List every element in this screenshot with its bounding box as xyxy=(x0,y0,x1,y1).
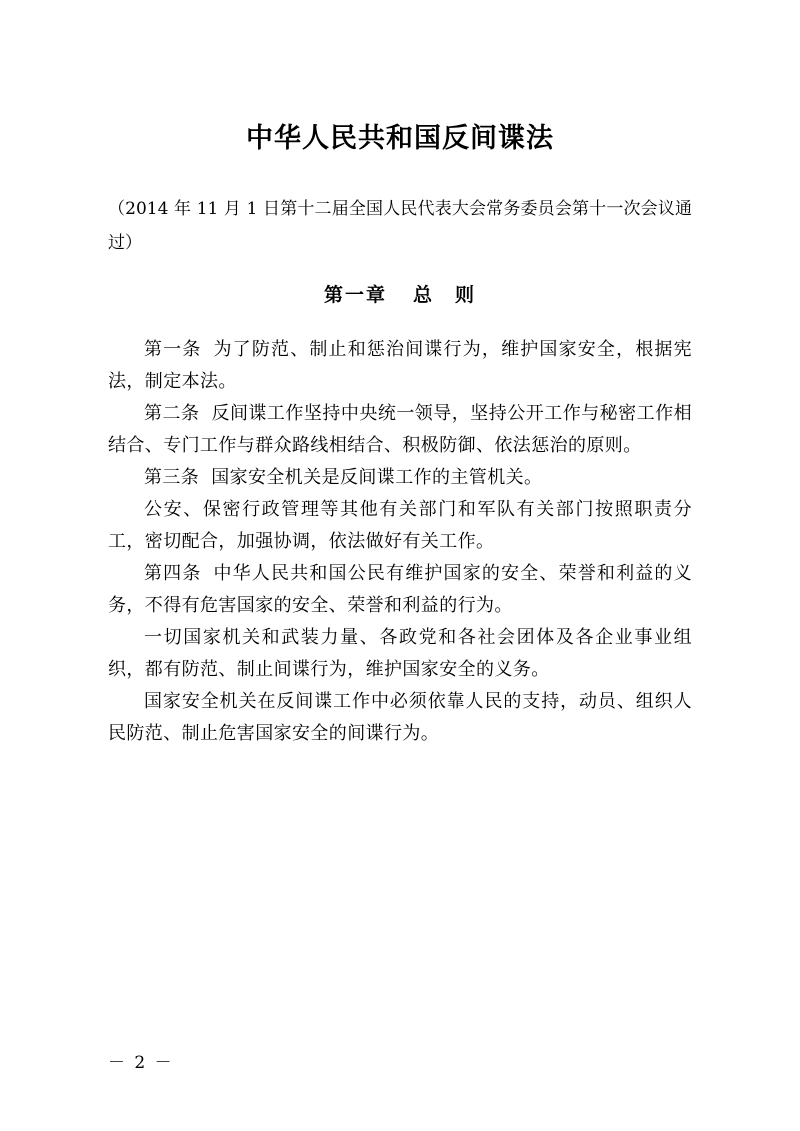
article-text: 为了防范、制止和惩治间谍行为，维护国家安全，根据宪法，制定本法。 xyxy=(108,338,692,393)
article-text: 反间谍工作坚持中央统一领导，坚持公开工作与秘密工作相结合、专门工作与群众路线相结合、积极防御、依法惩治的原则。 xyxy=(108,403,693,457)
article-paragraph xyxy=(108,334,692,398)
chapter-number: 第一章 xyxy=(323,283,387,306)
article-text: 公安、保密行政管理等其他有关部门和军队有关部门按照职责分工，密切配合，加强协调，依法做好有关工作。 xyxy=(108,499,692,553)
article-text: 一切国家机关和武装力量、各政党和各社会团体及各企业事业组织，都有防范、制止间谍行为，维护国家安全的义务。 xyxy=(108,627,692,681)
article-paragraph xyxy=(108,622,692,686)
page-title: 中华人民共和国反间谍法 xyxy=(246,123,554,154)
article-text: 国家安全机关在反间谍工作中必须依靠人民的支持，动员、组织人民防范、制止危害国家安全的间谍行为。 xyxy=(108,691,692,745)
chapter-name: 总 则 xyxy=(413,283,477,306)
article-paragraph xyxy=(108,398,692,462)
article-text: 国家安全机关是反间谍工作的主管机关。 xyxy=(211,467,543,489)
article-label: 第一条 xyxy=(144,338,202,360)
article-label: 第四条 xyxy=(144,563,202,585)
article-label: 第三条 xyxy=(144,467,200,489)
promulgation-note: （2014 年 11 月 1 日第十二届全国人民代表大会常务委员会第十一次会议通过） xyxy=(108,198,692,253)
page-number: － 2 － xyxy=(108,1053,174,1073)
article-paragraph xyxy=(108,462,692,494)
chapter-heading xyxy=(108,278,692,312)
article-paragraph xyxy=(108,686,692,750)
article-paragraph xyxy=(108,558,692,622)
article-paragraph xyxy=(108,494,692,558)
article-label: 第二条 xyxy=(144,403,200,425)
article-text: 中华人民共和国公民有维护国家的安全、荣誉和利益的义务，不得有危害国家的安全、荣誉和利益的行为。 xyxy=(108,563,692,617)
